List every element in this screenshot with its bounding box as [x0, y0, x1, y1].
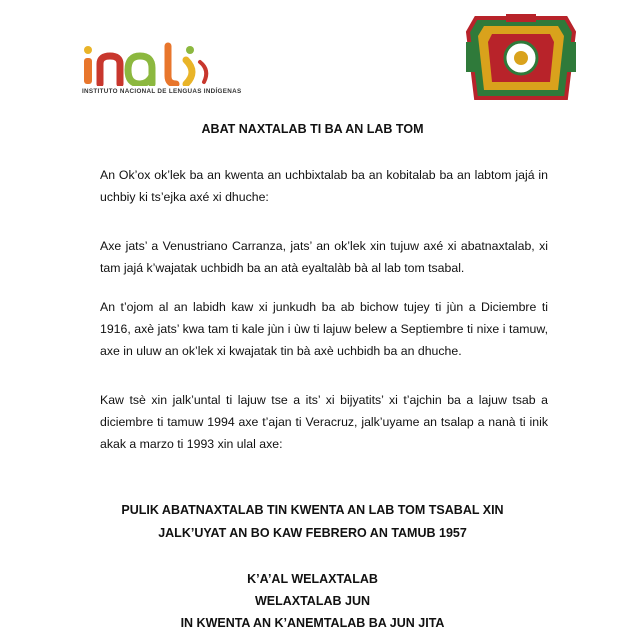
- page-header: [0, 0, 625, 110]
- paragraph-4: Kaw tsè xin jalk’untal ti lajuw tse a its’ xi bijyatits’ xi t’ajchin ba a lajuw tsab a diciembre ti tamuw 1994 axe t’ajan ti Veracruz, jalk’uyame an tsalap a nanà ti inik akak a marzo ti 1993 xin ulal axe:: [100, 393, 548, 451]
- paragraph-1: An Ok’ox ok’lek ba an kwenta an uchbixtalab ba an kobitalab ba an labtom jajá in uchbiy ki ts’ejka axé xi dhuche:: [100, 168, 548, 204]
- inali-subtitle: INSTITUTO NACIONAL DE LENGUAS INDÍGENAS: [82, 88, 242, 95]
- document-title: ABAT NAXTALAB TI BA AN LAB TOM: [201, 122, 424, 136]
- chapter-subtitle: IN KWENTA AN K’ANEMTALAB BA JUN JITA: [180, 616, 445, 630]
- heading-2-line-1: PULIK ABATNAXTALAB TIN KWENTA AN LAB TOM TSABAL XIN: [121, 503, 504, 517]
- inali-wordmark-icon: [80, 42, 240, 86]
- chapter-title: WELAXTALAB JUN: [254, 594, 371, 608]
- heading-2-line-2: JALK’UYAT AN BO KAW FEBRERO AN TAMUB 1957: [158, 526, 467, 540]
- section-title: K’A’AL WELAXTALAB: [247, 572, 378, 586]
- paragraph-2: Axe jats’ a Venustriano Carranza, jats’ an ok’lek xin tujuw axé xi abatnaxtalab, xi tam jajá k’wajatak uchbidh ba an atà eyaltalàb bà al lab tom tsabal.: [100, 239, 548, 275]
- university-seal-icon: [462, 12, 580, 104]
- paragraph-3: An t’ojom al an labidh kaw xi junkudh ba ab bichow tujey ti jùn a Diciembre ti 1916, axè jats’ kwa tam ti kale jùn i ùw ti lajuw belew a Septiembre ti nixe i tamuw, axe in uluw an ok’lek xi kwajatak tin bà axè uchbidh ba an dhuche.: [100, 300, 548, 358]
- inali-logo: [80, 42, 250, 102]
